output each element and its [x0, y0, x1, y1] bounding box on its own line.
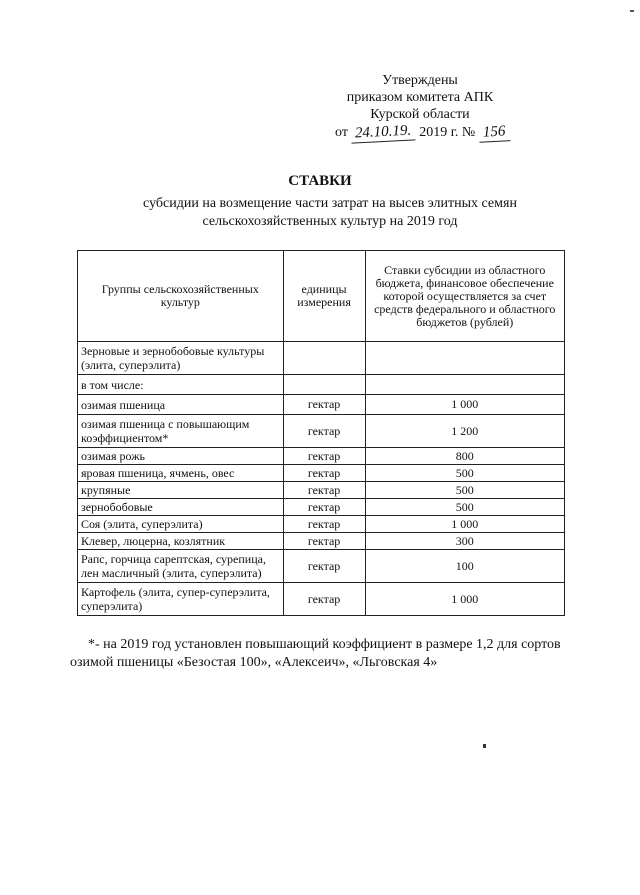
row-group: озимая пшеница с повышающим коэффициентом* [78, 415, 284, 448]
header-group: Группы сельскохозяйственных культур [78, 251, 284, 342]
row-unit: гектар [283, 533, 365, 550]
scan-mark [483, 744, 486, 748]
header-unit: единицы измерения [283, 251, 365, 342]
footnote: *- на 2019 год установлен повышающий коэффициент в размере 1,2 для сортов озимой пшеницы «Безостая 100», «Алексеич», «Льговская 4» [70, 637, 561, 670]
row-rate: 300 [365, 533, 565, 550]
row-rate: 1 000 [365, 583, 565, 616]
row-unit: гектар [283, 415, 365, 448]
row-group: Зерновые и зернобобовые культуры (элита, суперэлита) [78, 342, 284, 375]
approval-line-3: Курской области [370, 107, 470, 122]
table-row [78, 583, 565, 616]
approval-line-2: приказом комитета АПК [346, 90, 494, 105]
row-unit: гектар [283, 448, 365, 465]
table-row [78, 448, 565, 465]
date-prefix: от [335, 125, 348, 140]
row-group: зернобобовые [78, 499, 284, 516]
row-group: крупяные [78, 482, 284, 499]
row-unit [283, 375, 365, 395]
row-rate: 500 [365, 499, 565, 516]
approval-date-line [335, 124, 509, 142]
document-subtitle [100, 195, 560, 231]
row-unit: гектар [283, 550, 365, 583]
table-header-row [78, 251, 565, 342]
row-unit: гектар [283, 465, 365, 482]
row-rate: 100 [365, 550, 565, 583]
row-group: в том числе: [78, 375, 284, 395]
row-rate: 500 [365, 465, 565, 482]
table-row [78, 342, 565, 375]
table-row [78, 499, 565, 516]
handwritten-number: 156 [478, 123, 509, 143]
row-group: Рапс, горчица сарептская, сурепица, лен масличный (элита, суперэлита) [78, 550, 284, 583]
header-rate: Ставки субсидии из областного бюджета, финансовое обеспечение которой осуществляется за счет средств федерального и областного бюджетов (рублей) [365, 251, 565, 342]
table-row [78, 533, 565, 550]
approval-line-1: Утверждены [382, 73, 458, 88]
row-group: озимая рожь [78, 448, 284, 465]
subtitle-line-2: сельскохозяйственных культур на 2019 год [202, 214, 458, 229]
row-unit: гектар [283, 583, 365, 616]
row-group: озимая пшеница [78, 395, 284, 415]
row-group: Картофель (элита, супер-суперэлита, суперэлита) [78, 583, 284, 616]
subtitle-line-1: субсидии на возмещение части затрат на высев элитных семян [143, 196, 517, 211]
row-group: Соя (элита, суперэлита) [78, 516, 284, 533]
table-row [78, 395, 565, 415]
row-unit: гектар [283, 482, 365, 499]
row-rate: 1 000 [365, 395, 565, 415]
table-row [78, 550, 565, 583]
handwritten-date: 24.10.19. [351, 122, 416, 143]
row-unit [283, 342, 365, 375]
row-group: яровая пшеница, ячмень, овес [78, 465, 284, 482]
document-title: СТАВКИ [288, 173, 352, 189]
row-rate: 800 [365, 448, 565, 465]
row-unit: гектар [283, 516, 365, 533]
row-rate [365, 342, 565, 375]
rates-table [77, 250, 565, 616]
row-rate: 1 200 [365, 415, 565, 448]
row-rate [365, 375, 565, 395]
table-row [78, 482, 565, 499]
table-row [78, 415, 565, 448]
row-unit: гектар [283, 395, 365, 415]
row-rate: 500 [365, 482, 565, 499]
approval-block [300, 72, 540, 123]
row-group: Клевер, люцерна, козлятник [78, 533, 284, 550]
date-year: 2019 г. № [419, 125, 476, 140]
table-row [78, 516, 565, 533]
scan-mark [630, 10, 634, 12]
table-row [78, 465, 565, 482]
row-unit: гектар [283, 499, 365, 516]
table-row [78, 375, 565, 395]
row-rate: 1 000 [365, 516, 565, 533]
